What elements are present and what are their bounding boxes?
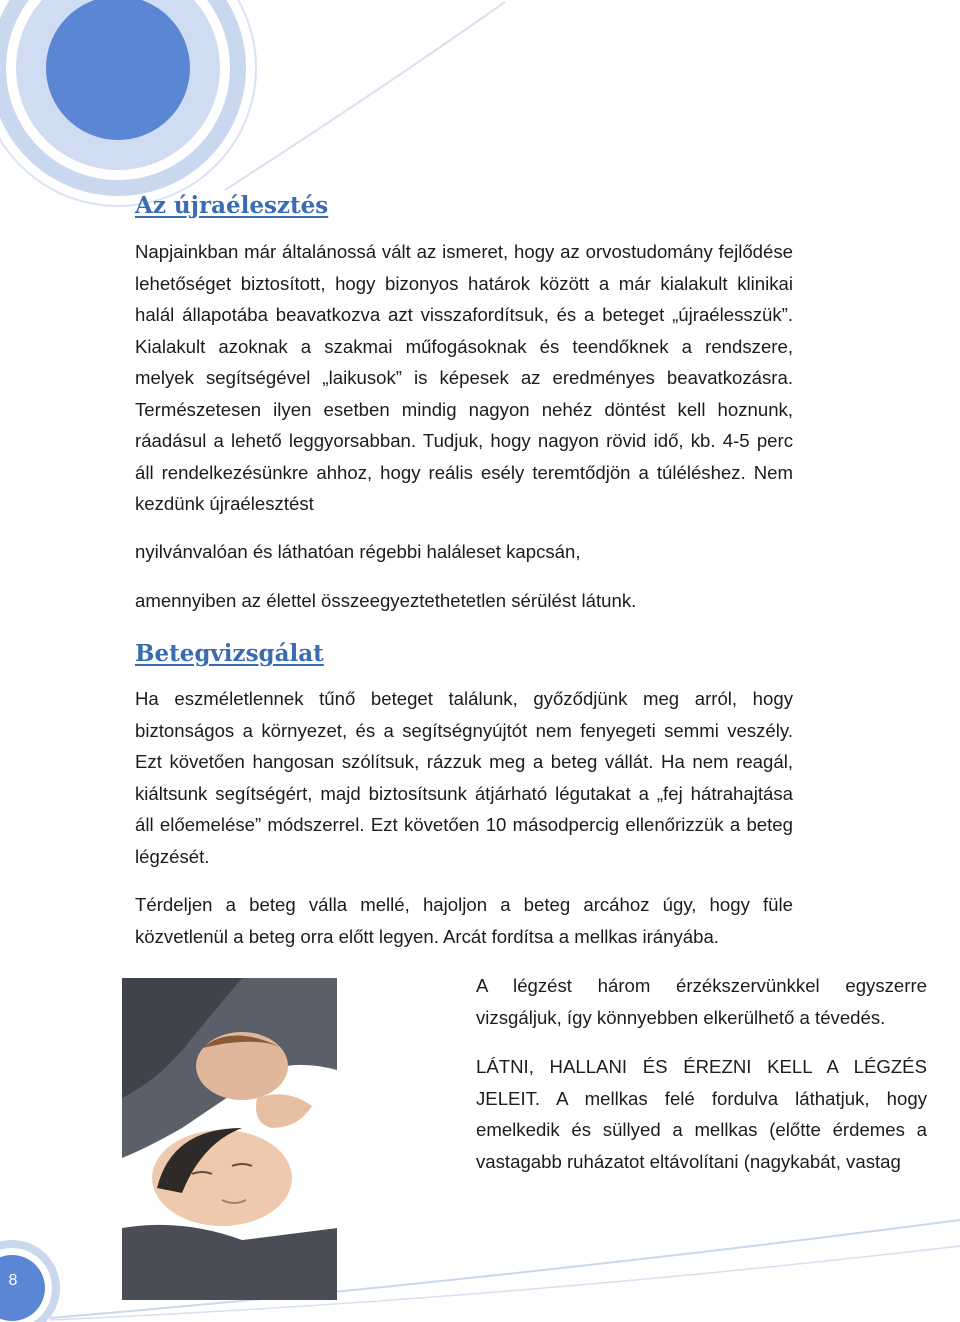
intro-paragraph-text: Napjainkban már általánossá vált az ismeret, hogy az orvostudomány fejlődése lehetőséget biztosított, hogy bizonyos határok között a már kialakult klinikai halál állapotába beavatkozva azt visszafordítsuk, és a beteget „újraélesszük”. Kialakult azoknak a szakmai műfogásoknak és teendőknek a rendszere, melyek segítségével „laikusok” is képesek az eredményes beavatkozásra. Természetesen ilyen esetben mindig nagyon nehéz döntést kell hoznunk, ráadásul a lehető leggyorsabban. Tudjuk, hogy nagyon rövid idő, kb. 4-5 perc áll rendelkezésünkre ahhoz, hogy reális esély teremtődjön a túléléshez. (135, 241, 793, 483)
breathing-signs-paragraph: LÁTNI, HALLANI ÉS ÉREZNI KELL A LÉGZÉS JELEIT. A mellkas felé fordulva láthatjuk, hogy emelkedik és süllyed a mellkas (előtte érdemes a vastagabb ruházatot eltávolítani (nagykabát, vastag (476, 1056, 927, 1172)
kneel-paragraph: Térdeljen a beteg válla mellé, hajoljon a beteg arcához úgy, hogy füle közvetlenül a beteg orra előtt legyen. Arcát fordítsa a mellkas irányába. (135, 894, 793, 947)
section-heading-resuscitation: Az újraélesztés (135, 192, 329, 219)
intro-paragraph (135, 236, 793, 520)
examination-paragraph: Ha eszméletlennek tűnő beteget találunk, győződjünk meg arról, hogy biztonságos a környezet, és a segítségnyújtót nem fenyegeti semmi veszély. Ezt követően hangosan szólítsuk, rázzuk meg a beteg vállát. Ha nem reagál, kiáltsunk segítségért, majd biztosítsunk átjárható légutakat a „fej hátrahajtása áll előemelése” módszerrel. Ezt követően 10 másodpercig ellenőrizzük a beteg légzését. (135, 688, 793, 867)
top-left-circle-ornament (0, 0, 505, 206)
section-heading-examination: Betegvizsgálat (135, 640, 324, 667)
breathing-check-illustration (122, 978, 337, 1300)
exception-line-2: amennyiben az élettel összeegyeztethetetlen sérülést látunk. (135, 590, 637, 611)
exception-line-1: nyilvánvalóan és láthatóan régebbi haláleset kapcsán, (135, 541, 581, 562)
senses-paragraph: A légzést három érzékszervünkkel egyszerre vizsgáljuk, így könnyebben elkerülhető a tévedés. (476, 975, 927, 1028)
intro-paragraph-tail: Nem kezdünk újraélesztést (135, 461, 793, 514)
page-number: 8 (8, 1272, 18, 1289)
